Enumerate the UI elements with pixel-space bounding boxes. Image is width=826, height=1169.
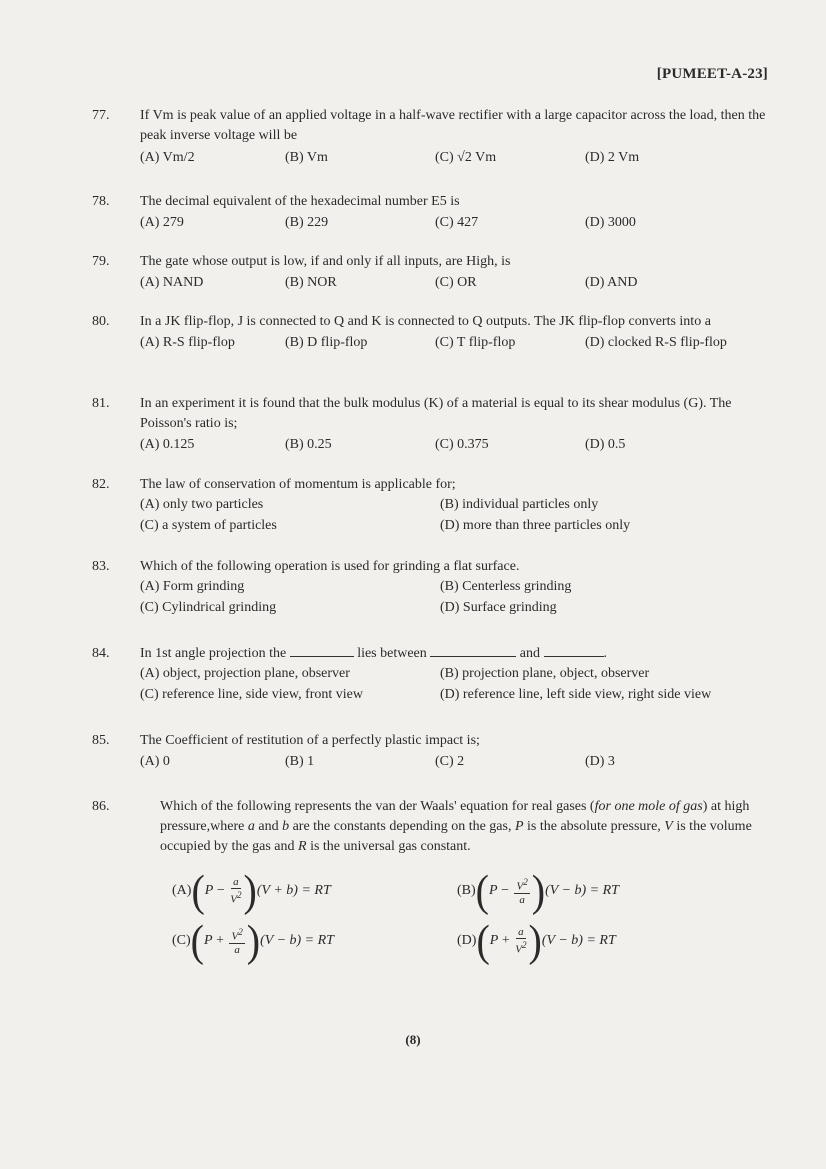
question-text-part: V (664, 819, 673, 834)
question-text: The Coefficient of restitution of a perfectly plastic impact is; (140, 733, 480, 748)
option-d: (D) Surface grinding (440, 600, 557, 615)
question-number: 80. (92, 314, 110, 329)
option-d: (D) 0.5 (585, 437, 626, 452)
question-84 (92, 644, 782, 705)
option-d: (D) clocked R-S flip-flop (585, 335, 727, 350)
question-text-part: lies between (357, 646, 427, 661)
question-text-part: are the constants depending on the gas, (292, 819, 512, 834)
option-c: (C) T flip-flop (435, 335, 516, 350)
question-number: 86. (92, 799, 110, 814)
option-b: (B) projection plane, object, observer (440, 666, 650, 681)
question-85 (92, 731, 782, 772)
question-77 (92, 106, 782, 168)
option-a: (A) 0 (140, 754, 170, 769)
question-86 (92, 797, 782, 966)
option-a: (A) object, projection plane, observer (140, 666, 350, 681)
option-c: (C) Cylindrical grinding (140, 600, 277, 615)
option-b: (B) NOR (285, 275, 337, 290)
question-text-part: P (514, 819, 524, 834)
question-text-part: is the universal gas constant. (310, 839, 471, 854)
question-number: 77. (92, 108, 110, 123)
question-text-part: for one mole of gas (594, 799, 703, 814)
question-78 (92, 192, 782, 233)
question-number: 83. (92, 559, 110, 574)
option-d-formula: (D) ( P + $\frac{a}{V^2}$ ) (V − b) = RT (457, 915, 616, 966)
question-text-part: . (603, 646, 607, 661)
fill-blank (430, 644, 516, 657)
question-text: In a JK flip-flop, J is connected to Q and K is connected to Q outputs. The JK flip-flop converts into a (140, 314, 711, 329)
question-82 (92, 475, 782, 536)
option-c: (C) 2 (435, 754, 465, 769)
question-text-part: R (298, 839, 307, 854)
option-a: (A) Form grinding (140, 579, 245, 594)
option-c: (C) reference line, side view, front view (140, 687, 363, 702)
question-text-part: b (282, 819, 290, 834)
paper-code: [PUMEET-A-23] (656, 66, 768, 82)
option-b: (B) 0.25 (285, 437, 332, 452)
option-d: (D) 2 Vm (585, 150, 640, 165)
question-text-part: a (247, 819, 255, 834)
option-c: (C) 427 (435, 215, 479, 230)
question-text-part: is the volume occupied by the gas and (160, 819, 752, 854)
question-text (160, 797, 760, 857)
question-text-part: is the absolute pressure, (527, 819, 661, 834)
question-text-part: In 1st angle projection the (140, 646, 287, 661)
fill-blank (544, 644, 604, 657)
option-a: (A) R-S flip-flop (140, 335, 235, 350)
option-a: (A) only two particles (140, 497, 264, 512)
question-text: The decimal equivalent of the hexadecimal number E5 is (140, 194, 460, 209)
option-c-formula: (C) ( P + $\frac{V^2}{a}$ ) (V − b) = RT (172, 915, 334, 966)
option-d: (D) more than three particles only (440, 518, 631, 533)
question-text-part: and (258, 819, 279, 834)
question-79 (92, 252, 782, 293)
question-text: In an experiment it is found that the bulk modulus (K) of a material is equal to its shear modulus (G). The Poisson's ratio is; (140, 396, 732, 431)
question-number: 85. (92, 733, 110, 748)
option-b: (B) D flip-flop (285, 335, 368, 350)
option-c: (C) a system of particles (140, 518, 277, 533)
option-c: (C) 0.375 (435, 437, 489, 452)
option-d: (D) 3 (585, 754, 615, 769)
question-number: 82. (92, 477, 110, 492)
option-b: (B) (457, 883, 476, 898)
option-d: (D) AND (585, 275, 638, 290)
question-83 (92, 557, 782, 618)
option-d: (D) 3000 (585, 215, 636, 230)
option-b: (B) Centerless grinding (440, 579, 572, 594)
option-a: (A) (172, 883, 192, 898)
option-b: (B) 229 (285, 215, 329, 230)
fill-blank (290, 644, 354, 657)
option-d: (D) (457, 933, 477, 948)
option-b: (B) Vm (285, 150, 328, 165)
option-c: (C) OR (435, 275, 477, 290)
question-text-part: and (519, 646, 540, 661)
page-number: (8) (405, 1032, 421, 1047)
question-text: If Vm is peak value of an applied voltage in a half-wave rectifier with a large capacitor across the load, then the peak inverse voltage will be (140, 108, 766, 143)
option-a-formula: (A) ( P − $\frac{a}{V^2}$ ) (V + b) = RT (172, 865, 331, 916)
question-text: The law of conservation of momentum is applicable for; (140, 477, 456, 492)
question-number: 79. (92, 254, 110, 269)
question-80 (92, 312, 782, 353)
option-c: (C) (172, 933, 191, 948)
option-c: (C) √2 Vm (435, 150, 497, 165)
question-text-part: ) at high pressure,where (160, 799, 750, 834)
question-text (140, 644, 782, 664)
question-text-part: Which of the following represents the van der Waals' equation for real gases ( (160, 799, 595, 814)
option-a: (A) NAND (140, 275, 204, 290)
option-a: (A) 0.125 (140, 437, 195, 452)
option-b-formula: (B) ( P − $\frac{V^2}{a}$ ) (V − b) = RT (457, 865, 619, 916)
option-a: (A) Vm/2 (140, 150, 195, 165)
option-b: (B) 1 (285, 754, 315, 769)
option-d: (D) reference line, left side view, right side view (440, 687, 712, 702)
question-number: 78. (92, 194, 110, 209)
question-text: The gate whose output is low, if and only if all inputs, are High, is (140, 254, 511, 269)
question-81 (92, 394, 782, 455)
option-a: (A) 279 (140, 215, 184, 230)
question-number: 81. (92, 396, 110, 411)
option-b: (B) individual particles only (440, 497, 599, 512)
question-text: Which of the following operation is used for grinding a flat surface. (140, 559, 520, 574)
question-number: 84. (92, 646, 110, 661)
